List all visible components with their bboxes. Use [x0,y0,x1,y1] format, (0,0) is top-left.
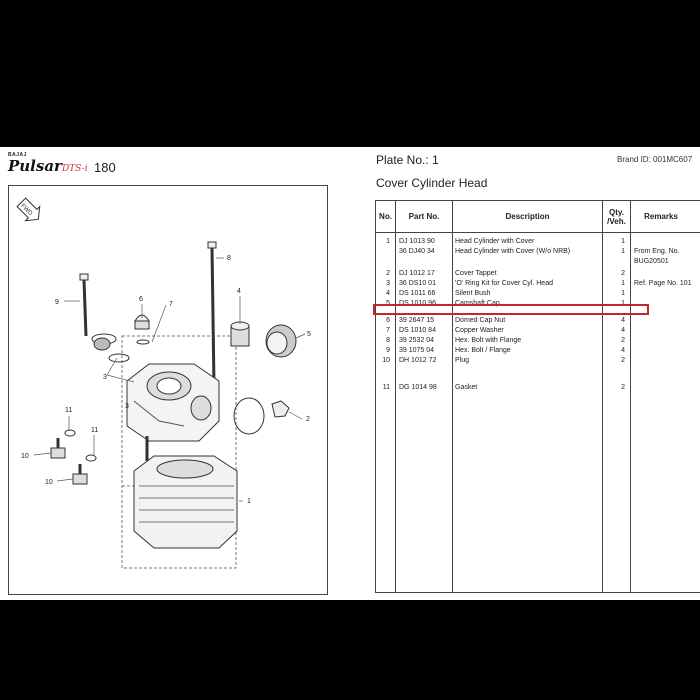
logo-sub: DTS-i [61,164,88,174]
cell-part-no: 39 1075 04 [399,347,435,354]
cell-qty: 1 [621,290,625,297]
cell-no: 9 [386,347,390,354]
cell-qty: 2 [621,384,625,391]
callout-11b: 11 [91,427,99,434]
o-ring-part-2 [109,354,129,362]
cylinder-head-part [134,456,237,548]
cell-description: Head Cylinder with Cover [455,238,535,245]
callout-9: 9 [55,299,59,306]
logo-main: Pulsar [8,157,62,175]
plug-gasket-part [65,430,75,436]
cell-no: 1 [386,238,390,245]
diagram-drawing [9,186,327,594]
gasket-ring-part [234,398,264,434]
cell-qty: 2 [621,337,625,344]
cell-qty: 2 [621,357,625,364]
cell-no: 2 [386,270,390,277]
cell-no: 4 [386,290,390,297]
cell-qty: 1 [621,238,625,245]
cell-part-no: 36 DJ40 34 [399,248,435,255]
cell-description: Hex. Bolt with Flange [455,337,522,344]
cell-qty: 2 [621,270,625,277]
callout-3b: 3 [125,403,129,410]
col-divider [602,201,603,592]
cell-qty: 4 [621,317,625,324]
callout-8: 8 [227,255,231,262]
cell-part-no: DJ 1013 90 [399,238,435,245]
cell-qty: 1 [621,248,625,255]
cell-remarks: Ref. Page No. 101 [634,280,692,287]
cell-part-no: 39 2647 15 [399,317,435,324]
header-remarks: Remarks [644,212,678,221]
cell-description: Hex. Bolt / Flange [455,347,511,354]
highlight-row-box [373,304,649,315]
plate-number: Plate No.: 1 [376,153,439,167]
cell-description: Camshaft Cap [455,300,500,307]
cell-no: 5 [386,300,390,307]
cell-part-no: 39 2532 04 [399,337,435,344]
brand-header [8,152,158,178]
cell-remarks: From Eng. No. [634,248,680,255]
brand-id: Brand ID: 001MC607 [617,155,693,164]
cell-qty: 1 [621,280,625,287]
plug-gasket-part-2 [86,455,96,461]
cell-description: Plug [455,357,470,364]
callout-1: 1 [247,498,251,505]
cell-description: 'O' Ring Kit for Cover Cyl. Head [455,280,553,287]
cell-remarks: BUG20501 [634,258,669,265]
parts-table [375,200,700,593]
cell-part-no: DS 1010 84 [399,327,436,334]
callout-10: 10 [21,453,29,460]
silent-bush-part [231,322,249,346]
callout-2: 2 [306,416,310,423]
callout-10b: 10 [45,479,53,486]
exploded-diagram [8,185,328,595]
header-qty: Qty. /Veh. [607,207,626,226]
tappet-cover-part [272,401,289,417]
cell-part-no: DS 1010 96 [399,300,436,307]
cell-qty: 1 [621,300,625,307]
brand-maker: BAJAJ [8,152,27,158]
callout-6: 6 [139,296,143,303]
plug-part-2 [73,464,87,484]
camshaft-cap-part [266,325,296,357]
header-part-no: Part No. [408,212,440,221]
cell-no: 8 [386,337,390,344]
fwd-arrow-icon [14,195,45,226]
cell-no: 6 [386,317,390,324]
brand-model: 180 [94,160,116,175]
cell-part-no: DJ 1012 17 [399,270,435,277]
section-title: Cover Cylinder Head [376,176,488,190]
cell-no: 3 [386,280,390,287]
parts-catalog-page [0,147,700,600]
callout-11: 11 [65,407,73,414]
cell-no: 7 [386,327,390,334]
o-ring-cap-part [94,338,110,350]
header-no: No. [379,212,392,221]
col-divider [452,201,453,592]
header-description: Description [505,212,550,221]
callout-3: 3 [103,374,107,381]
col-divider [395,201,396,592]
hex-bolt-part [80,274,88,336]
callout-5: 5 [307,331,311,338]
cell-part-no: 36 DS10 01 [399,280,436,287]
table-header [376,201,700,233]
brand-logo [8,157,88,175]
head-cover-part [127,364,219,441]
plug-part [51,438,65,458]
col-divider [630,201,631,592]
cell-no: 10 [382,357,390,364]
cell-no: 11 [382,384,390,391]
cell-description: Domed Cap Nut [455,317,506,324]
cell-part-no: DG 1014 98 [399,384,437,391]
cell-part-no: DH 1012 72 [399,357,437,364]
cell-qty: 4 [621,347,625,354]
cell-description: Copper Washer [455,327,504,334]
cell-description: Gasket [455,384,478,391]
long-bolt-part [208,242,216,386]
cell-description: Head Cylinder with Cover (W/o NRB) [455,248,571,255]
callout-7: 7 [169,301,173,308]
fwd-label: FWD [19,203,34,217]
domed-cap-nut-part [135,315,149,344]
cell-description: Silent Bush [455,290,491,297]
cell-description: Cover Tappet [455,270,497,277]
cell-qty: 4 [621,327,625,334]
callout-4: 4 [237,288,241,295]
cell-part-no: DS 1011 66 [399,290,436,297]
